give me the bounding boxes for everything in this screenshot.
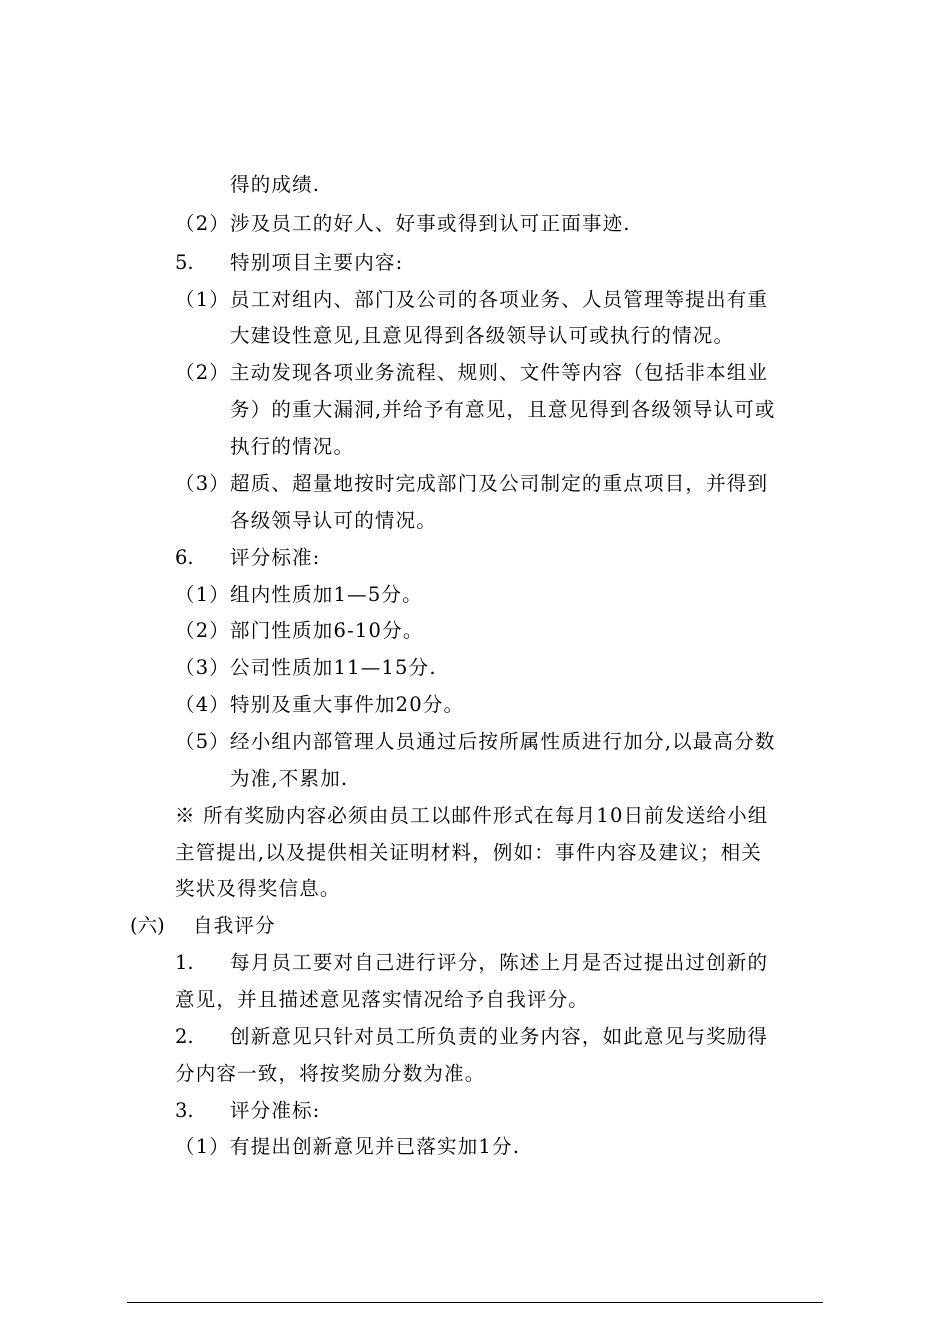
text-line: 务）的重大漏洞,并给予有意见，且意见得到各级领导认可或 — [230, 398, 776, 421]
list-item: （3）超质、超量地按时完成部门及公司制定的重点项目，并得到 — [175, 472, 769, 495]
text-line: 各级领导认可的情况。 — [230, 509, 438, 532]
list-item: （3）公司性质加11—15分. — [175, 656, 437, 679]
section-number: 5. — [175, 251, 194, 274]
text-line: 得的成绩. — [230, 173, 321, 196]
section-number: 2. — [175, 1025, 194, 1048]
list-item: （2）主动发现各项业务流程、规则、文件等内容（包括非本组业 — [175, 361, 769, 384]
text-line: 大建设性意见,且意见得到各级领导认可或执行的情况。 — [230, 324, 735, 347]
paragraph-line: 分内容一致，将按奖励分数为准。 — [175, 1062, 486, 1085]
note-line: 奖状及得奖信息。 — [175, 877, 341, 900]
list-item: （5）经小组内部管理人员通过后按所属性质进行加分,以最高分数 — [175, 730, 776, 753]
paragraph-line: 每月员工要对自己进行评分，陈述上月是否过提出过创新的 — [230, 951, 769, 974]
paragraph-line: 意见，并且描述意见落实情况给予自我评分。 — [175, 988, 590, 1011]
list-item: （4）特别及重大事件加20分。 — [175, 693, 465, 716]
section-number: 3. — [175, 1099, 194, 1122]
list-item: （2）部门性质加6-10分。 — [175, 619, 424, 642]
section-number: 1. — [175, 951, 194, 974]
list-item: （1）员工对组内、部门及公司的各项业务、人员管理等提出有重 — [175, 288, 769, 311]
footer-divider — [127, 1302, 823, 1303]
chapter-number: (六) — [130, 914, 165, 937]
text-line: 为准,不累加. — [230, 767, 349, 790]
note-line: ※ 所有奖励内容必须由员工以邮件形式在每月10日前发送给小组 — [175, 804, 769, 827]
list-item: （1）组内性质加1—5分。 — [175, 583, 423, 606]
section-heading: 评分标准: — [230, 546, 321, 569]
section-heading: 评分准标: — [230, 1099, 321, 1122]
section-number: 6. — [175, 546, 194, 569]
list-item: （2）涉及员工的好人、好事或得到认可正面事迹. — [175, 212, 631, 235]
paragraph-line: 创新意见只针对员工所负责的业务内容，如此意见与奖励得 — [230, 1025, 769, 1048]
chapter-heading: 自我评分 — [193, 914, 276, 937]
section-heading: 特别项目主要内容: — [230, 251, 404, 274]
note-line: 主管提出,以及提供相关证明材料，例如：事件内容及建议；相关 — [175, 841, 762, 864]
text-line: 执行的情况。 — [230, 435, 355, 458]
list-item: （1）有提出创新意见并已落实加1分. — [175, 1135, 521, 1158]
